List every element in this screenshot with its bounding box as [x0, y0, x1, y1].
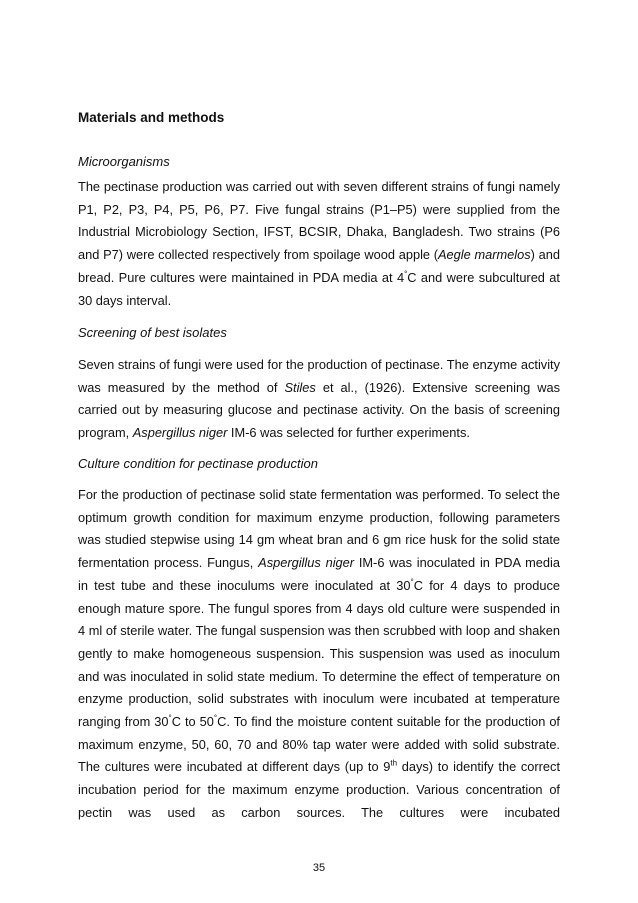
species-name: Aspergillus niger [258, 555, 355, 571]
author-name: Stiles [284, 379, 316, 395]
subheading-screening: Screening of best isolates [78, 325, 227, 340]
subheading-culture-condition: Culture condition for pectinase production [78, 456, 318, 471]
section-title: Materials and methods [78, 110, 225, 125]
paragraph-culture-condition: For the production of pectinase solid state fermentation was performed. To select the optimum growth condition for maximum enzyme production, following parameters was studied stepwise using 14 gm wheat bran and 6 gm rice husk for the solid state fermentation process. Fungus, Aspergillus niger IM-6 was inoculated in PDA media in test tube and these inoculums were inoculated at 30°C for 4 days to produce enough mature spore. The fungul spores from 4 days old culture were suspended in 4 ml of sterile water. The fungal suspension was then scrubbed with loop and shaken gently to make homogeneous suspension. This suspension was used as inoculum and was inoculated in solid state medium. To determine the effect of temperature on enzyme production, solid substrates with inoculum were incubated at temperature ranging from 30°C to 50°C. To find the moisture content suitable for the production of maximum enzyme, 50, 60, 70 and 80% tap water were added with solid substrate. The cultures were incubated at different days (up to 9th days) to identify the correct incubation period for the maximum enzyme production. Various concentration of pectin was used as carbon sources. The cultures were incubated [78, 487, 560, 820]
paragraph-microorganisms: The pectinase production was carried out with seven different strains of fungi namely P1, P2, P3, P4, P5, P6, P7. Five fungal strains (P1–P5) were supplied from the Industrial Microbiology Section, IFST, BCSIR, Dhaka, Bangladesh. Two strains (P6 and P7) were collected respectively from spoilage wood apple (Aegle marmelos) and bread. Pure cultures were maintained in PDA media at 4°C and were subcultured at 30 days interval. [78, 179, 560, 308]
species-name: Aegle marmelos [438, 247, 531, 263]
subheading-microorganisms: Microorganisms [78, 154, 170, 169]
page-number: 35 [312, 862, 326, 874]
paragraph-screening: Seven strains of fungi were used for the production of pectinase. The enzyme activity was measured by the method of Stiles et al., (1926). Extensive screening was carried out by measuring glucose and pectinase activity. On the basis of screening program, Aspergillus niger IM-6 was selected for further experiments. [78, 357, 560, 441]
species-name: Aspergillus niger [132, 425, 228, 441]
